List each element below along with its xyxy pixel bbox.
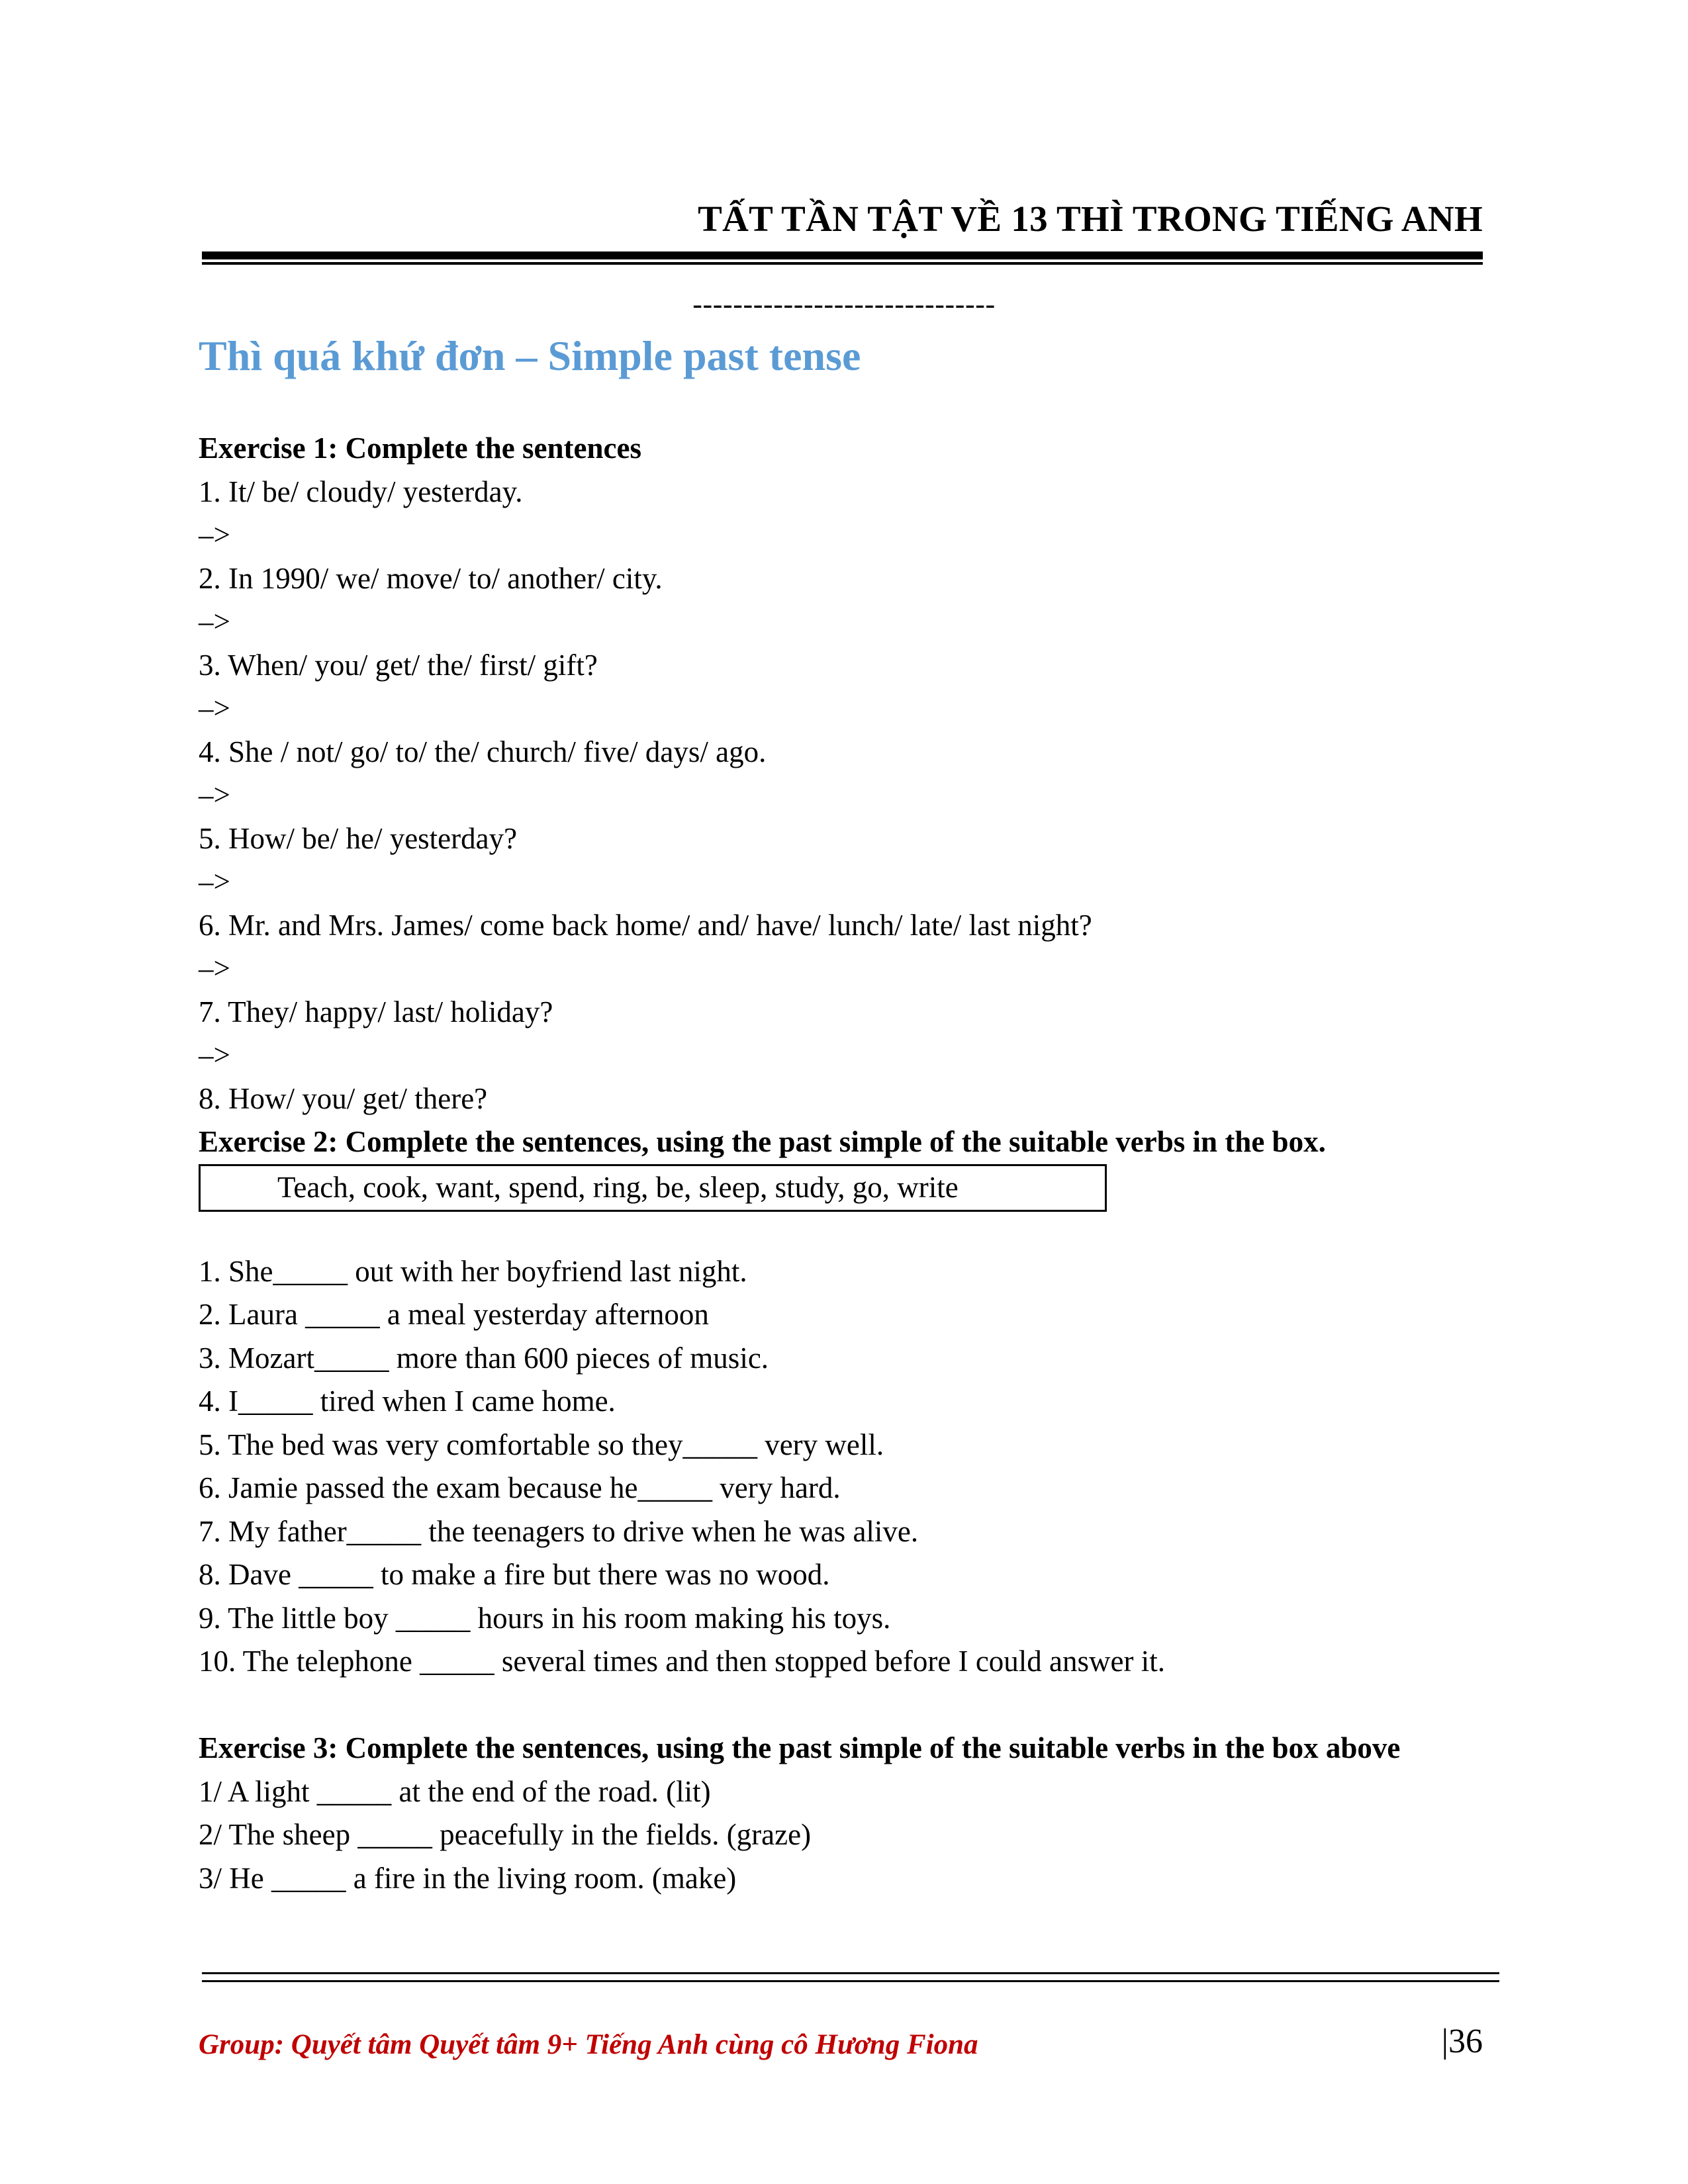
answer-arrow: –>: [199, 778, 230, 811]
exercise-2-item: 2. Laura _____ a meal yesterday afternoon: [199, 1298, 709, 1331]
answer-arrow: –>: [199, 952, 230, 985]
exercise-2-item: 7. My father_____ the teenagers to drive when he was alive.: [199, 1514, 919, 1548]
footer-rule-bottom: [202, 1980, 1499, 1982]
exercise-1-item: 3. When/ you/ get/ the/ first/ gift?: [199, 648, 598, 682]
exercise-3-item: 1/ A light _____ at the end of the road. (lit): [199, 1774, 711, 1808]
exercise-2-item: 10. The telephone _____ several times and then stopped before I could answer it.: [199, 1645, 1165, 1678]
exercise-1-item: 2. In 1990/ we/ move/ to/ another/ city.: [199, 561, 663, 595]
exercise-2-item: 8. Dave _____ to make a fire but there was no wood.: [199, 1558, 830, 1591]
exercise-2-item: 5. The bed was very comfortable so they_____ very well.: [199, 1428, 884, 1461]
page-header-title: TẤT TẦN TẬT VỀ 13 THÌ TRONG TIẾNG ANH: [698, 199, 1483, 239]
spacer: [199, 1684, 1483, 1727]
exercise-2-item: 1. She_____ out with her boyfriend last night.: [199, 1254, 747, 1288]
dash-separator: ------------------------------: [692, 288, 996, 320]
exercise-content: [199, 427, 1483, 1900]
exercise-1-item: 7. They/ happy/ last/ holiday?: [199, 995, 553, 1028]
exercise-2-item: 3. Mozart_____ more than 600 pieces of music.: [199, 1341, 769, 1375]
exercise-1-item: 4. She / not/ go/ to/ the/ church/ five/ days/ ago.: [199, 735, 767, 768]
exercise-3-title: Exercise 3: Complete the sentences, using the past simple of the suitable verbs in the box above: [199, 1731, 1401, 1764]
exercise-3-item: 3/ He _____ a fire in the living room. (make): [199, 1861, 737, 1895]
footer-group-name: Group: Quyết tâm Quyết tâm 9+ Tiếng Anh cùng cô Hương Fiona: [199, 2029, 978, 2060]
answer-arrow: –>: [199, 605, 230, 638]
section-heading: Thì quá khứ đơn – Simple past tense: [199, 332, 861, 379]
exercise-2-item: 6. Jamie passed the exam because he_____ very hard.: [199, 1471, 841, 1504]
footer-rule-top: [202, 1972, 1499, 1974]
answer-arrow: –>: [199, 1038, 230, 1071]
exercise-2-item: 9. The little boy _____ hours in his room making his toys.: [199, 1601, 891, 1635]
exercise-1-title: Exercise 1: Complete the sentences: [199, 432, 641, 465]
header-thick-rule: [202, 251, 1483, 259]
exercise-1-item: 8. How/ you/ get/ there?: [199, 1081, 488, 1115]
exercise-1-item: 6. Mr. and Mrs. James/ come back home/ and/ have/ lunch/ late/ last night?: [199, 908, 1092, 942]
exercise-1-item: 1. It/ be/ cloudy/ yesterday.: [199, 475, 523, 508]
verb-word-box: Teach, cook, want, spend, ring, be, sleep, study, go, write: [199, 1164, 1107, 1212]
exercise-3-item: 2/ The sheep _____ peacefully in the fields. (graze): [199, 1818, 812, 1851]
exercise-1-item: 5. How/ be/ he/ yesterday?: [199, 821, 518, 855]
answer-arrow: –>: [199, 518, 230, 551]
answer-arrow: –>: [199, 865, 230, 898]
header-thin-rule: [202, 262, 1483, 265]
answer-arrow: –>: [199, 692, 230, 725]
page-number: |36: [1441, 2023, 1483, 2060]
exercise-2-title: Exercise 2: Complete the sentences, using the past simple of the suitable verbs in the box.: [199, 1125, 1326, 1158]
exercise-2-item: 4. I_____ tired when I came home.: [199, 1385, 616, 1418]
